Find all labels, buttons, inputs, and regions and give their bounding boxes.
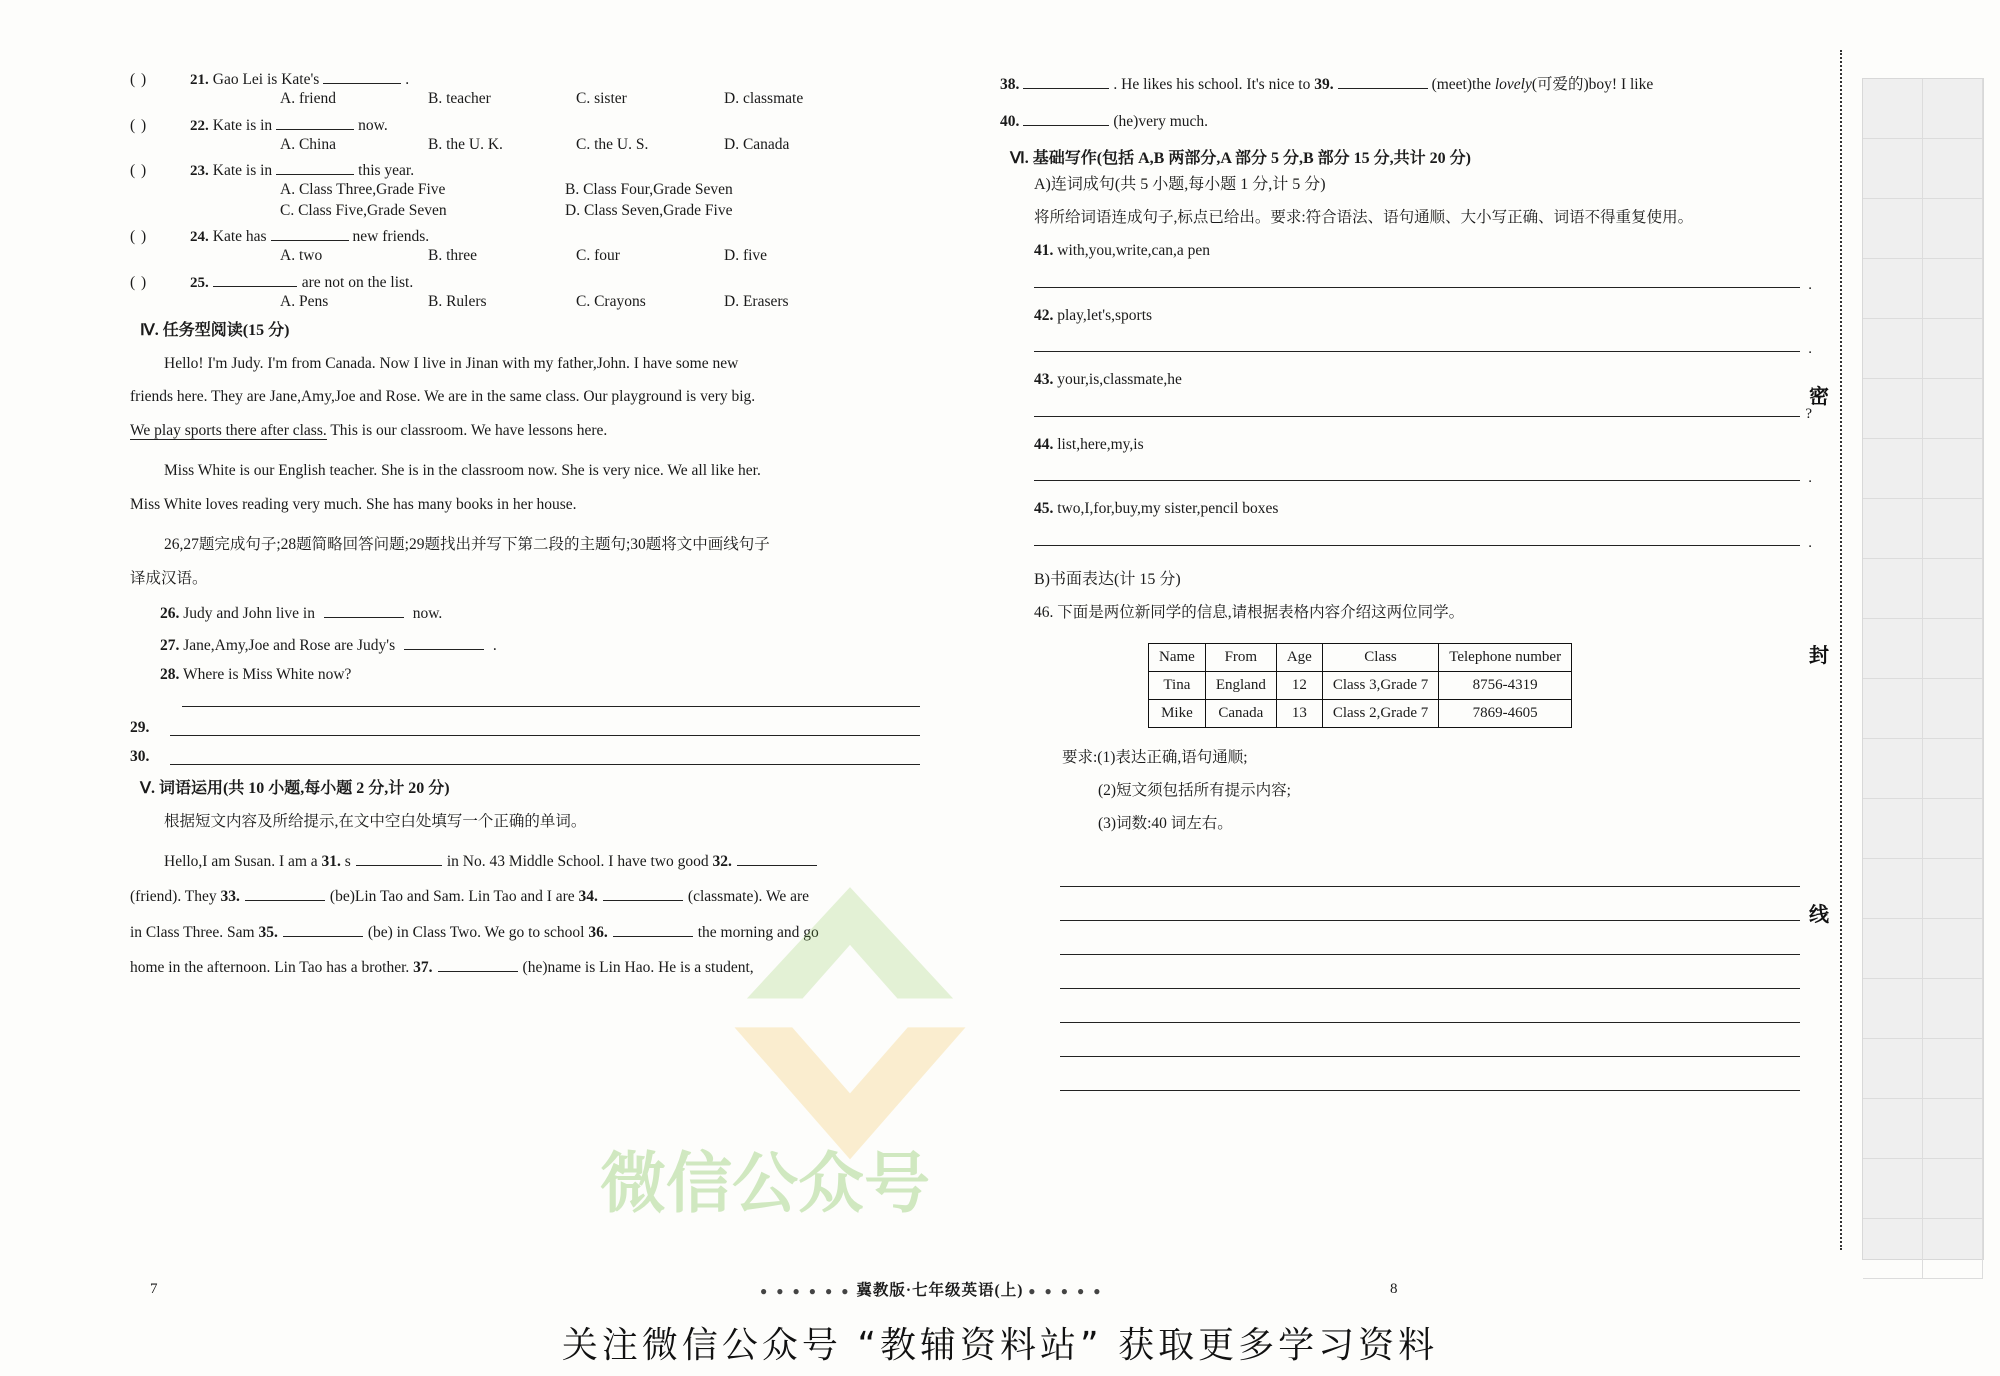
question-28-text: Where is Miss White now? [182,666,352,684]
part-a-instruction: 将所给词语连成句子,标点已给出。要求:符合语法、语句通顺、大小写正确、词语不得重复使用。 [1034,208,1694,226]
option-23-b[interactable]: B. Class Four,Grade Seven [565,181,733,198]
grid-cell [1923,679,1983,738]
sentence-number-45: 45. [1034,500,1054,518]
answer-grid-panel [1862,78,1984,1260]
student-info-table [1148,643,1572,728]
cell-class-1: Class 3,Grade 7 [1322,672,1438,700]
grid-cell [1923,499,1983,558]
grid-cell [1863,919,1923,978]
blank-22 [276,116,354,130]
col-header-from: From [1205,644,1276,672]
grid-cell [1863,679,1923,738]
sentence-words-45: two,I,for,buy,my sister,pencil boxes [1057,500,1279,518]
cloze-number-35: 35. [258,923,278,941]
footer-dots-right: ● ● ● ● ● [1028,1284,1104,1298]
requirement-3: (3)词数:40 词左右。 [1098,815,1233,833]
reading-p1-line1: Hello! I'm Judy. I'm from Canada. Now I live in Jinan with my father,John. I have some new [164,355,739,372]
question-stem-23: Kate is in [212,162,273,179]
cloze-number-31: 31. [321,853,341,870]
cloze-5-text-a: . He likes his school. It's nice to [1113,76,1315,93]
requirement-1: 要求:(1)表达正确,语句通顺; [1062,749,1248,767]
cloze-line-2 [130,882,920,911]
cloze-line-1 [130,847,920,876]
punct-42: . [1808,341,1812,358]
blank-39[interactable] [1338,75,1428,89]
composition-lines[interactable] [1060,853,1800,1091]
grid-row [1863,979,1983,1039]
section-5-instruction-wrap [130,807,920,836]
answer-line-43[interactable] [1034,400,1812,422]
sentence-item-44 [1034,437,1800,453]
cloze-number-39: 39. [1314,76,1334,93]
sentence-item-42 [1034,308,1800,324]
seal-line-characters [1800,380,1840,1157]
cloze-number-32: 32. [712,853,732,870]
question-26 [160,604,920,622]
punct-45: . [1808,534,1812,551]
options-25 [280,294,920,310]
blank-38[interactable] [1023,75,1109,89]
sentence-words-41: with,you,write,can,a pen [1057,242,1211,260]
answer-paren-24[interactable]: ( ) [130,228,148,245]
question-number-22: 22. [190,117,209,134]
cloze-4-text-b: (he)name is Lin Hao. He is a student, [522,959,754,977]
blank-36[interactable] [613,923,693,937]
cloze-number-40: 40. [1000,113,1020,131]
cloze-2-text-c: (classmate). We are [687,888,810,906]
grid-cell [1863,559,1923,618]
grid-cell [1863,1099,1923,1158]
grid-row [1863,799,1983,859]
option-22-d[interactable]: D. Canada [724,135,790,153]
cloze-line-4 [130,953,920,982]
grid-row [1863,499,1983,559]
grid-cell [1923,259,1983,318]
seal-char-3: 线 [1809,904,1831,926]
option-24-d[interactable]: D. five [724,247,768,264]
answer-line-41[interactable] [1034,271,1812,293]
grid-cell [1923,439,1983,498]
composition-line[interactable] [1060,887,1800,921]
question-stem-after-25: are not on the list. [301,273,414,291]
grid-cell [1923,559,1983,618]
question-28 [160,667,920,683]
cloze-number-38: 38. [1000,76,1020,93]
grid-row [1863,1219,1983,1279]
cloze-5-text-c: (可爱的)boy! I like [1531,76,1654,93]
grid-row [1863,1159,1983,1219]
reading-p2-line2-wrap [130,490,920,519]
option-21-b[interactable]: B. teacher [428,90,491,107]
cloze-line-3 [130,918,920,947]
grid-cell [1863,979,1923,1038]
question-number-26: 26. [160,605,180,623]
blank-34[interactable] [603,887,683,901]
section-6-title: Ⅵ. 基础写作(包括 A,B 两部分,A 部分 5 分,B 部分 15 分,共计 20 分) [1010,149,1471,167]
options-21 [280,91,920,107]
question-26-before: Judy and John live in [183,605,315,623]
cell-age-2: 13 [1276,700,1322,728]
cloze-5-italic-word: lovely [1494,76,1532,93]
cloze-line-6 [1000,107,1800,136]
question-stem-22: Kate is in [212,116,273,134]
right-column [1000,70,1812,1091]
options-23-row1 [280,182,920,198]
grid-row [1863,139,1983,199]
cell-from-2: Canada [1205,700,1276,728]
grid-cell [1863,319,1923,378]
blank-23 [276,161,354,175]
cloze-number-33: 33. [220,888,240,906]
page-number-left: 7 [150,1281,158,1297]
options-23-row2 [280,203,920,219]
question-number-29: 29. [130,719,150,737]
grid-cell [1923,379,1983,438]
grid-cell [1923,139,1983,198]
option-23-a[interactable]: A. Class Three,Grade Five [280,181,446,198]
option-24-b[interactable]: B. three [428,247,478,264]
reading-p1-line3-rest: This is our classroom. We have lessons here. [326,421,608,439]
question-29 [130,720,920,736]
question-25 [130,273,920,291]
cloze-1-text-c: in No. 43 Middle School. I have two good [446,853,713,870]
grid-row [1863,1099,1983,1159]
punct-41: . [1808,276,1812,293]
question-number-21: 21. [190,72,209,88]
sentence-number-42: 42. [1034,306,1054,324]
grid-row [1863,319,1983,379]
option-22-c[interactable]: C. the U. S. [576,135,649,153]
grid-cell [1863,79,1923,138]
composition-line[interactable] [1060,921,1800,955]
footer-dots-left: ● ● ● ● ● ● [760,1284,852,1298]
reading-p2-line2: Miss White loves reading very much. She has many books in her house. [130,495,577,513]
watermark-text: 微信公众号 [600,1145,930,1222]
option-21-a[interactable]: A. friend [280,90,336,107]
cloze-5-text-b: (meet)the [1431,76,1495,93]
reading-paragraph-1 [130,349,920,378]
blank-35[interactable] [283,923,363,937]
grid-cell [1923,79,1983,138]
composition-line[interactable] [1060,955,1800,989]
grid-cell [1863,139,1923,198]
table-row [1149,700,1572,728]
grid-cell [1923,919,1983,978]
grid-cell [1863,1159,1923,1218]
cloze-3-text-c: the morning and go [697,923,819,941]
grid-cell [1863,439,1923,498]
grid-cell [1923,739,1983,798]
option-21-d[interactable]: D. classmate [724,90,804,107]
answer-line-42[interactable] [1034,335,1812,358]
task-instruction-line2-wrap [130,564,920,593]
sentence-words-42: play,let's,sports [1057,306,1153,324]
seal-char-2: 封 [1809,645,1831,667]
question-number-25: 25. [190,274,209,291]
sentence-number-43: 43. [1034,371,1054,389]
answer-paren-25[interactable]: ( ) [130,273,148,291]
footer-center [760,1278,1104,1300]
answer-line-29[interactable] [170,720,920,736]
question-22 [130,116,920,134]
reading-p1-line2: friends here. They are Jane,Amy,Joe and Rose. We are in the same class. Our playground is very big. [130,388,756,406]
blank-27[interactable] [404,636,484,650]
option-23-c[interactable]: C. Class Five,Grade Seven [280,201,447,219]
grid-row [1863,859,1983,919]
promo-banner: 关注微信公众号 “教辅资料站” 获取更多学习资料 [561,1325,1439,1366]
sentence-item-45 [1034,501,1800,517]
answer-line-44[interactable] [1034,464,1812,487]
option-22-b[interactable]: B. the U. K. [428,135,503,153]
option-22-a[interactable]: A. China [280,135,336,153]
sentence-item-43 [1034,372,1800,388]
grid-cell [1863,1039,1923,1098]
sentence-number-41: 41. [1034,242,1054,260]
blank-26[interactable] [324,604,404,618]
part-b-question: 46. 下面是两位新同学的信息,请根据表格内容介绍这两位同学。 [1034,603,1465,621]
question-stem-24: Kate has [212,228,267,245]
sentence-item-41 [1034,243,1800,259]
grid-row [1863,679,1983,739]
option-25-d[interactable]: D. Erasers [724,292,789,310]
punct-44: . [1808,470,1812,487]
question-21 [130,70,920,88]
grid-cell [1923,1219,1983,1278]
grid-cell [1923,1099,1983,1158]
grid-row [1863,619,1983,679]
option-24-c[interactable]: C. four [576,247,620,264]
footer-title: 冀教版·七年级英语(上) [856,1282,1024,1299]
reading-p1-line3-wrap [130,416,920,445]
question-number-30: 30. [130,748,150,766]
question-23 [130,161,920,179]
question-stem-after-23: this year. [358,162,415,179]
answer-paren-23[interactable]: ( ) [130,162,148,179]
section-5-instruction: 根据短文内容及所给提示,在文中空白处填写一个正确的单词。 [164,812,587,830]
writing-requirements [1062,742,1800,839]
cell-age-1: 12 [1276,672,1322,700]
blank-24 [271,227,349,241]
sentence-number-44: 44. [1034,435,1054,453]
grid-row [1863,439,1983,499]
question-26-after: now. [412,605,443,623]
part-b-title: B)书面表达(计 15 分) [1034,570,1181,588]
grid-row [1863,79,1983,139]
option-24-a[interactable]: A. two [280,247,323,264]
grid-cell [1863,619,1923,678]
col-header-name: Name [1149,644,1206,672]
grid-cell [1923,859,1983,918]
cloze-number-36: 36. [588,923,608,941]
grid-cell [1863,799,1923,858]
cloze-1-text-b: s [340,853,351,870]
grid-row [1863,199,1983,259]
question-stem-after-21: . [405,71,410,88]
cell-name-1: Tina [1149,672,1206,700]
question-24 [130,227,920,245]
grid-cell [1863,259,1923,318]
task-instruction-line1-wrap [130,530,920,559]
part-a-title: A)连词成句(共 5 小题,每小题 1 分,计 5 分) [1034,175,1326,193]
blank-33[interactable] [245,887,325,901]
requirement-2: (2)短文须包括所有提示内容; [1098,782,1291,800]
options-22 [280,137,920,153]
grid-cell [1863,859,1923,918]
task-instruction-line2: 译成汉语。 [130,569,208,587]
answer-line-28[interactable] [182,691,920,707]
cloze-2-text-a: (friend). They [130,888,221,906]
grid-cell [1863,1219,1923,1278]
cell-telephone-1: 8756-4319 [1439,672,1572,700]
cloze-line-5 [1000,70,1800,99]
question-number-28: 28. [160,666,180,684]
question-number-24: 24. [190,229,209,245]
table-row [1149,672,1572,700]
seal-char-1: 密 [1809,386,1831,408]
sentence-words-44: list,here,my,is [1057,435,1144,453]
grid-row [1863,739,1983,799]
answer-paren-21[interactable]: ( ) [130,71,148,88]
question-number-27: 27. [160,636,180,654]
blank-21 [323,70,401,84]
punct-43: ? [1805,405,1812,422]
fold-dotted-line [1840,50,1842,1250]
grid-cell [1923,619,1983,678]
cloze-3-text-b: (be) in Class Two. We go to school [367,923,589,941]
question-stem-after-24: new friends. [352,228,430,245]
cell-telephone-2: 7869-4605 [1439,700,1572,728]
section-4-title: Ⅳ. 任务型阅读(15 分) [140,322,290,339]
grid-cell [1863,379,1923,438]
grid-row [1863,559,1983,619]
question-27-after: . [492,636,497,654]
question-27-before: Jane,Amy,Joe and Rose are Judy's [183,636,396,654]
grid-row [1863,379,1983,439]
option-25-c[interactable]: C. Crayons [576,292,646,310]
cloze-number-37: 37. [413,959,433,977]
blank-31[interactable] [356,852,442,866]
question-27 [160,636,920,654]
task-instruction-line1: 26,27题完成句子;28题简略回答问题;29题找出并写下第二段的主题句;30题将文中画线句子 [164,536,770,554]
cloze-number-34: 34. [578,888,598,906]
option-21-c[interactable]: C. sister [576,90,627,107]
composition-line[interactable] [1060,1057,1800,1091]
cloze-1-text-a: Hello,I am Susan. I am a [164,853,322,870]
sentence-words-43: your,is,classmate,he [1057,371,1182,389]
grid-cell [1863,739,1923,798]
grid-cell [1863,199,1923,258]
col-header-age: Age [1276,644,1322,672]
answer-line-30[interactable] [170,749,920,765]
grid-row [1863,1039,1983,1099]
grid-cell [1923,799,1983,858]
grid-cell [1923,199,1983,258]
grid-cell [1923,1159,1983,1218]
cloze-2-text-b: (be)Lin Tao and Sam. Lin Tao and I are [329,888,579,906]
cloze-3-text-a: in Class Three. Sam [130,923,259,941]
grid-cell [1863,499,1923,558]
section-5-title: Ⅴ. 词语运用(共 10 小题,每小题 2 分,计 20 分) [140,779,450,797]
grid-cell [1923,1039,1983,1098]
left-column [130,70,920,994]
question-30 [130,749,920,765]
cell-name-2: Mike [1149,700,1206,728]
composition-line[interactable] [1060,1023,1800,1057]
blank-25 [213,273,297,287]
question-stem-21: Gao Lei is Kate's [212,71,320,88]
composition-line[interactable] [1060,853,1800,887]
page-number-right: 8 [1390,1281,1398,1297]
col-header-class: Class [1322,644,1438,672]
blank-40[interactable] [1023,112,1109,126]
cell-from-1: England [1205,672,1276,700]
blank-32[interactable] [737,852,817,866]
reading-p2-line1: Miss White is our English teacher. She is in the classroom now. She is very nice. We all like her. [164,462,761,480]
col-header-telephone: Telephone number [1439,644,1572,672]
reading-p1-line2-wrap [130,382,920,411]
cloze-6-text-a: (he)very much. [1113,113,1209,131]
cell-class-2: Class 2,Grade 7 [1322,700,1438,728]
grid-cell [1923,979,1983,1038]
option-25-b[interactable]: B. Rulers [428,292,487,310]
grid-row [1863,259,1983,319]
options-24 [280,248,920,264]
option-25-a[interactable]: A. Pens [280,292,329,310]
question-stem-after-22: now. [358,116,388,134]
cloze-4-text-a: home in the afternoon. Lin Tao has a brother. [130,959,414,977]
table-header-row [1149,644,1572,672]
grid-row [1863,919,1983,979]
grid-cell [1923,319,1983,378]
blank-37[interactable] [438,958,518,972]
reading-paragraph-2 [130,456,920,485]
question-number-23: 23. [190,163,209,179]
answer-paren-22[interactable]: ( ) [130,116,148,134]
answer-line-45[interactable] [1034,529,1812,551]
option-23-d[interactable]: D. Class Seven,Grade Five [565,201,733,219]
composition-line[interactable] [1060,989,1800,1023]
reading-underlined-sentence: We play sports there after class. [130,421,327,439]
